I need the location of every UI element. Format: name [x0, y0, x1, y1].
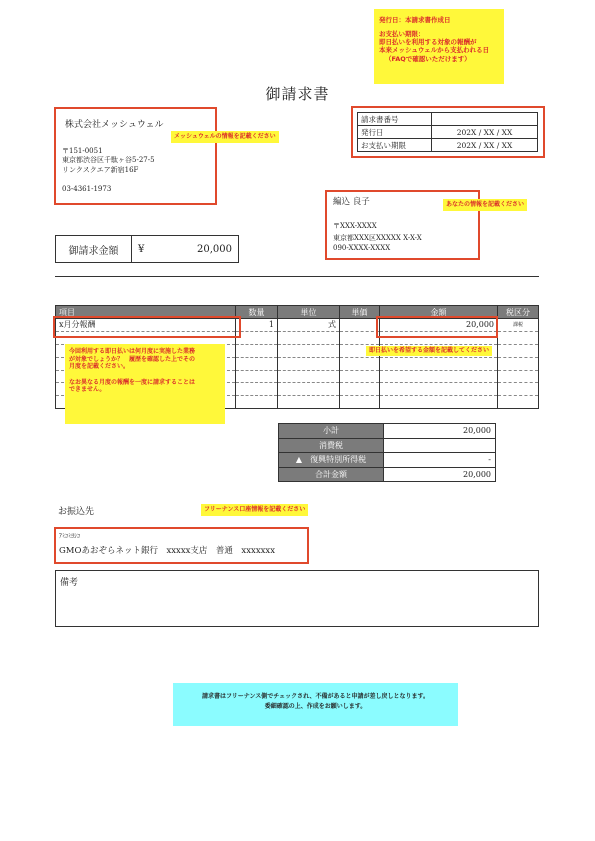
top-note-line-1: 発行日：本請求書作成日: [379, 16, 451, 24]
recipient-note: あなたの情報を記載ください: [443, 199, 527, 211]
bottom-instruction-note: [173, 683, 458, 726]
cell-item: x月分報酬: [56, 319, 236, 332]
cell-unit: [278, 383, 340, 396]
item-note-line-1: 今回利用する即日払いは何月度に実施した業務: [69, 348, 196, 355]
issuer-company: 株式会社メッシュウェル: [65, 120, 164, 130]
cell-tax: [498, 396, 539, 409]
issuer-note: メッシュウェルの情報を記載ください: [171, 131, 279, 143]
cell-unit: [278, 357, 340, 370]
cell-qty: [236, 331, 278, 344]
item-note-line-3: 月度を記載ください。: [69, 363, 130, 370]
top-note-line-2: お支払い期限：: [379, 30, 425, 39]
meta-row-issue-date: [358, 126, 538, 139]
top-note-line-5: （FAQで確認いただけます）: [385, 54, 471, 63]
header-item: 項目: [56, 306, 236, 319]
header-tax: 税区分: [498, 306, 539, 319]
summary-row-tax: [279, 438, 496, 453]
invoice-no-label: 請求書番号: [358, 113, 432, 126]
bank-heading: お振込先: [58, 507, 95, 517]
subtotal-label: 小計: [279, 424, 384, 439]
header-price: 単価: [340, 306, 380, 319]
currency-symbol: ¥: [138, 243, 145, 255]
subtotal-value: 20,000: [384, 424, 496, 439]
cell-price: [340, 357, 380, 370]
bank-account-details: GMOあおぞらネット銀行 xxxxx支店 普通 xxxxxxx: [59, 546, 275, 556]
cell-amount: 20,000: [380, 319, 498, 332]
item-highlight-box: [53, 316, 241, 338]
item-note-line-4: なお異なる月度の報酬を一度に請求することは: [69, 378, 196, 386]
cell-qty: [236, 344, 278, 357]
recipient-postal: 〒XXX-XXXX: [333, 222, 377, 230]
summary-row-total: [279, 467, 496, 482]
total-amount-value: 20,000: [197, 243, 232, 255]
cell-tax: [498, 357, 539, 370]
bank-note: フリーナンス口座情報を記載ください: [201, 504, 308, 516]
cell-qty: 1: [236, 319, 278, 332]
item-period-note: [65, 344, 225, 424]
summary-row-subtotal: [279, 424, 496, 439]
cell-price: [340, 319, 380, 332]
cell-qty: [236, 383, 278, 396]
remarks-box: [55, 570, 539, 627]
meta-row-due-date: [358, 139, 538, 152]
cell-unit: [278, 331, 340, 344]
cell-qty: [236, 357, 278, 370]
cell-price: [340, 370, 380, 383]
remarks-label: 備考: [60, 578, 79, 588]
item-note-line-2: が対象でしょうか？ 履歴を確認した上でその: [69, 355, 196, 363]
summary-row-withholding: [279, 453, 496, 468]
issuer-address-1: 東京都渋谷区千駄ヶ谷5-27-5: [62, 156, 155, 164]
cell-amount: [380, 383, 498, 396]
total-amount-label: 御請求金額: [56, 236, 132, 262]
summary-table: [278, 423, 496, 482]
cell-price: [340, 331, 380, 344]
bottom-note-line-2: 委細確認の上、作成をお願いします。: [264, 702, 367, 710]
cell-unit: [278, 344, 340, 357]
cell-tax: [498, 370, 539, 383]
consumption-tax-value: [384, 438, 496, 453]
grand-total-label: 合計金額: [279, 467, 384, 482]
cell-unit: [278, 396, 340, 409]
section-divider: [55, 276, 539, 277]
bank-account-kana: ｱﾐｺﾐﾖｼｺ: [59, 533, 81, 540]
top-note-line-3: 即日払いを利用する対象の報酬が: [379, 38, 477, 47]
withholding-tax-label: ▲ 復興特別所得税: [279, 453, 384, 468]
recipient-phone: 090-XXXX-XXXX: [333, 244, 391, 252]
issuer-postal: 〒151-0051: [62, 147, 103, 155]
total-amount-value-cell: [132, 236, 238, 262]
page-title: 御請求書: [265, 85, 330, 103]
issuer-address-2: リンクスクエア新宿16F: [62, 166, 139, 174]
amount-note: 即日払いを希望する金額を記載してください: [366, 346, 492, 356]
meta-row-invoice-no: [358, 113, 538, 126]
total-amount-box: [55, 235, 239, 263]
cell-amount: [380, 396, 498, 409]
cell-unit: 式: [278, 319, 340, 332]
bottom-note-line-1: 請求書はフリーナンス側でチェックされ、不備があると申請が差し戻しとなります。: [202, 693, 429, 700]
item-note-line-5: できません。: [69, 386, 106, 393]
cell-amount: [380, 370, 498, 383]
cell-tax: 課税: [498, 319, 539, 332]
issue-date-value: 202X / XX / XX: [432, 126, 538, 139]
header-amount: 金額: [380, 306, 498, 319]
cell-tax: [498, 383, 539, 396]
grand-total-value: 20,000: [384, 467, 496, 482]
cell-amount: [380, 357, 498, 370]
invoice-no-value: [432, 113, 538, 126]
cell-price: [340, 383, 380, 396]
cell-tax: [498, 344, 539, 357]
recipient-address: 東京都XXX区XXXXX X-X-X: [333, 234, 422, 242]
consumption-tax-label: 消費税: [279, 438, 384, 453]
cell-unit: [278, 370, 340, 383]
cell-qty: [236, 396, 278, 409]
top-instruction-note: [374, 9, 504, 84]
invoice-meta-table: [357, 112, 538, 152]
issue-date-label: 発行日: [358, 126, 432, 139]
cell-tax: [498, 331, 539, 344]
withholding-tax-value: -: [384, 453, 496, 468]
header-qty: 数量: [236, 306, 278, 319]
amount-highlight-box: [376, 316, 498, 338]
top-note-line-4: 本来メッシュウェルから支払われる日: [379, 46, 490, 55]
due-date-value: 202X / XX / XX: [432, 139, 538, 152]
issuer-phone: 03-4361-1973: [62, 185, 112, 193]
cell-qty: [236, 370, 278, 383]
recipient-name: 編込 良子: [333, 197, 370, 207]
cell-price: [340, 396, 380, 409]
header-unit: 単位: [278, 306, 340, 319]
due-date-label: お支払い期限: [358, 139, 432, 152]
